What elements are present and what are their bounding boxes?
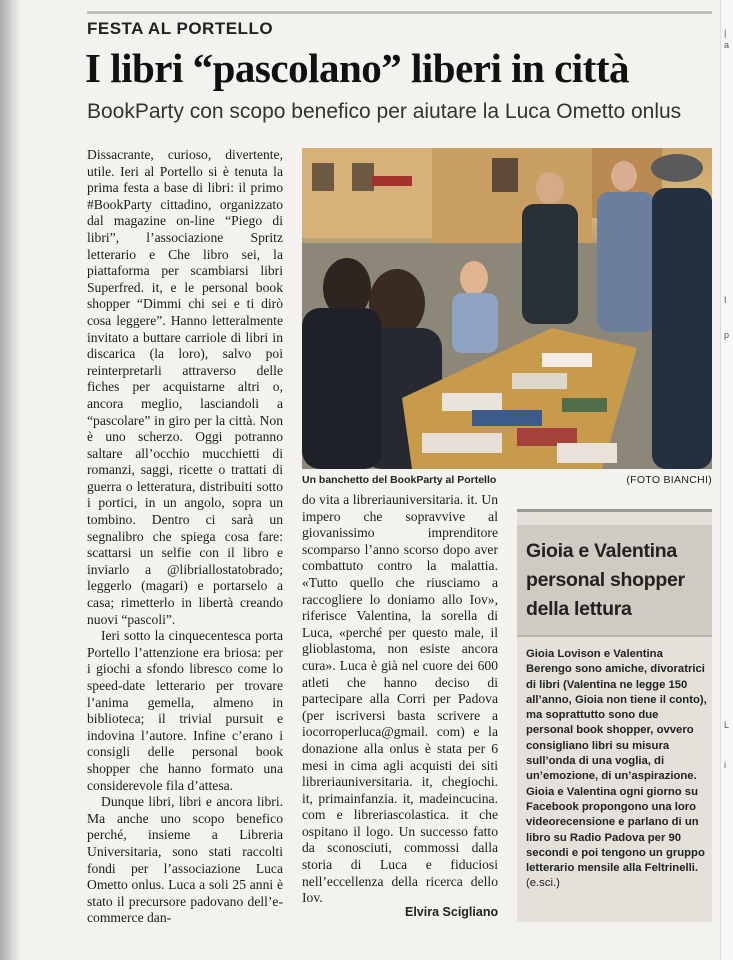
paragraph: do vita a libreriauniversitaria. it. Un impero che sopravvive al giovanissimo imprenditore scomparso l’anno scorso dopo aver combattuto contro la malattia. «Tutto quello che riusciamo a raccogliere lo doniamo allo Iov», riferisce Valentina, la sorella di Luca, «perché per questo male, il glioblastoma, non esiste ancora cura». Luca è già nel cuore dei 600 atleti che hanno deciso di partecipare alla Corri per Padova (per iscriversi basta scrivere a iocorroperluca@gmail. com) e la donazione alla onlus è stata per 6 mesi in cima agli acquisti dei siti libreriauniversitaria. it, chegiochi. it, primainfanzia. it, madeincucina. com e libreriascolastica. it che ospitano il logo. Un successo fatto da sconosciuti, commossi dalla storia di Luca e fiduciosi nell’eccellenza della ricerca dello Iov. [302, 492, 498, 906]
caption-text: Un banchetto del BookParty al Portello [302, 474, 497, 486]
page-gutter-left [0, 0, 20, 960]
photo-illustration [302, 148, 712, 469]
paragraph: Dunque libri, libri e ancora libri. Ma anche uno scopo benefico perché, insieme a Libreria Universitaria, sono stati raccolti fondi per l’associazione Luca Ometto onlus. Luca a soli 25 anni è stato il precursore padovano dell’e-commerce dan- [87, 794, 283, 926]
sidebar-title: Gioia e Valentina personal shopper della lettura [526, 540, 685, 620]
sidebar-rule [517, 509, 712, 512]
sidebar-text: Gioia Lovison e Valentina Berengo sono amiche, divoratrici di libri (Valentina ne legge 150 all’anno, Gioia non tiene il conto), ma soprattutto sono due personal book shopper, ovvero consigliano libri su misura sull’onda di una voglia, di un’emozione, di un’aspirazione. Gioia e Valentina ogni giorno su Facebook propongono una loro videorecensione e parlano di un libro su Radio Padova per 90 secondi e poi tengono un gruppo letterario mensile alla Feltrinelli. [526, 648, 707, 875]
article-column-1 [87, 147, 283, 947]
paragraph: Dissacrante, curioso, divertente, utile. Ieri al Portello si è tenuta la prima festa a base di libri: il primo #BookParty cittadino, organizzato dal magazine on-line “Piego di libri”, l’associazione Spritz letterario e Che libro sei, la piattaforma per scambiarsi libri Superfred. it, e le personal book shopper “Dimmi chi sei e ti dirò cosa leggere”. Hanno letteralmente invitato a buttare carriole di libri in discarica (la loro), salvo poi reinterpretarli attraverso delle fiches per acquistarne altri o, ancora meglio, lasciandoli a “pascolare” in giro per la città. Non è uno scherzo. Oggi potranno saltare all’occhio mucchietti di romanzi, saggi, ricette o trattati di guerra o letteratura, distribuiti sotto i portici, in un angolo, sopra un tombino. Dentro ci sarà un segnalibro che spiega cosa fare: scattarsi un selfie con il libro e inviarlo a @libriallostatobrado; leggerlo (magari) e portarselo a casa; rimetterlo in libertà creando nuovi “pascoli”. [87, 147, 283, 627]
article-column-2 [302, 492, 498, 912]
photo-credit: (FOTO BIANCHI) [626, 474, 712, 486]
adjacent-page-edge: | a I p L i [720, 0, 733, 960]
paragraph: Ieri sotto la cinquecentesca porta Portello l’attenzione era briosa: per i giochi a sfondo libresco come lo speed-date letterario per trovare l’anima gemella, almeno in biblioteca; il trivial pursuit e indovina l’autore. Infine c’erano i consigli delle personal book shopper che hanno formato una considerevole fila d’attesa. [87, 628, 283, 793]
top-rule [87, 11, 712, 14]
photo-caption [302, 474, 712, 486]
article-subhead: BookParty con scopo benefico per aiutare la Luca Ometto onlus [87, 100, 682, 123]
article-headline: I libri “pascolano” liberi in città [85, 45, 629, 91]
article-byline: Elvira Scigliano [405, 905, 499, 919]
sidebar-body [526, 647, 708, 892]
sidebar-box [517, 509, 712, 922]
article-kicker: FESTA AL PORTELLO [87, 19, 274, 38]
sidebar-signature: (e.sci.) [526, 877, 560, 890]
article-photo [302, 148, 712, 469]
sidebar-title-panel [517, 525, 712, 637]
